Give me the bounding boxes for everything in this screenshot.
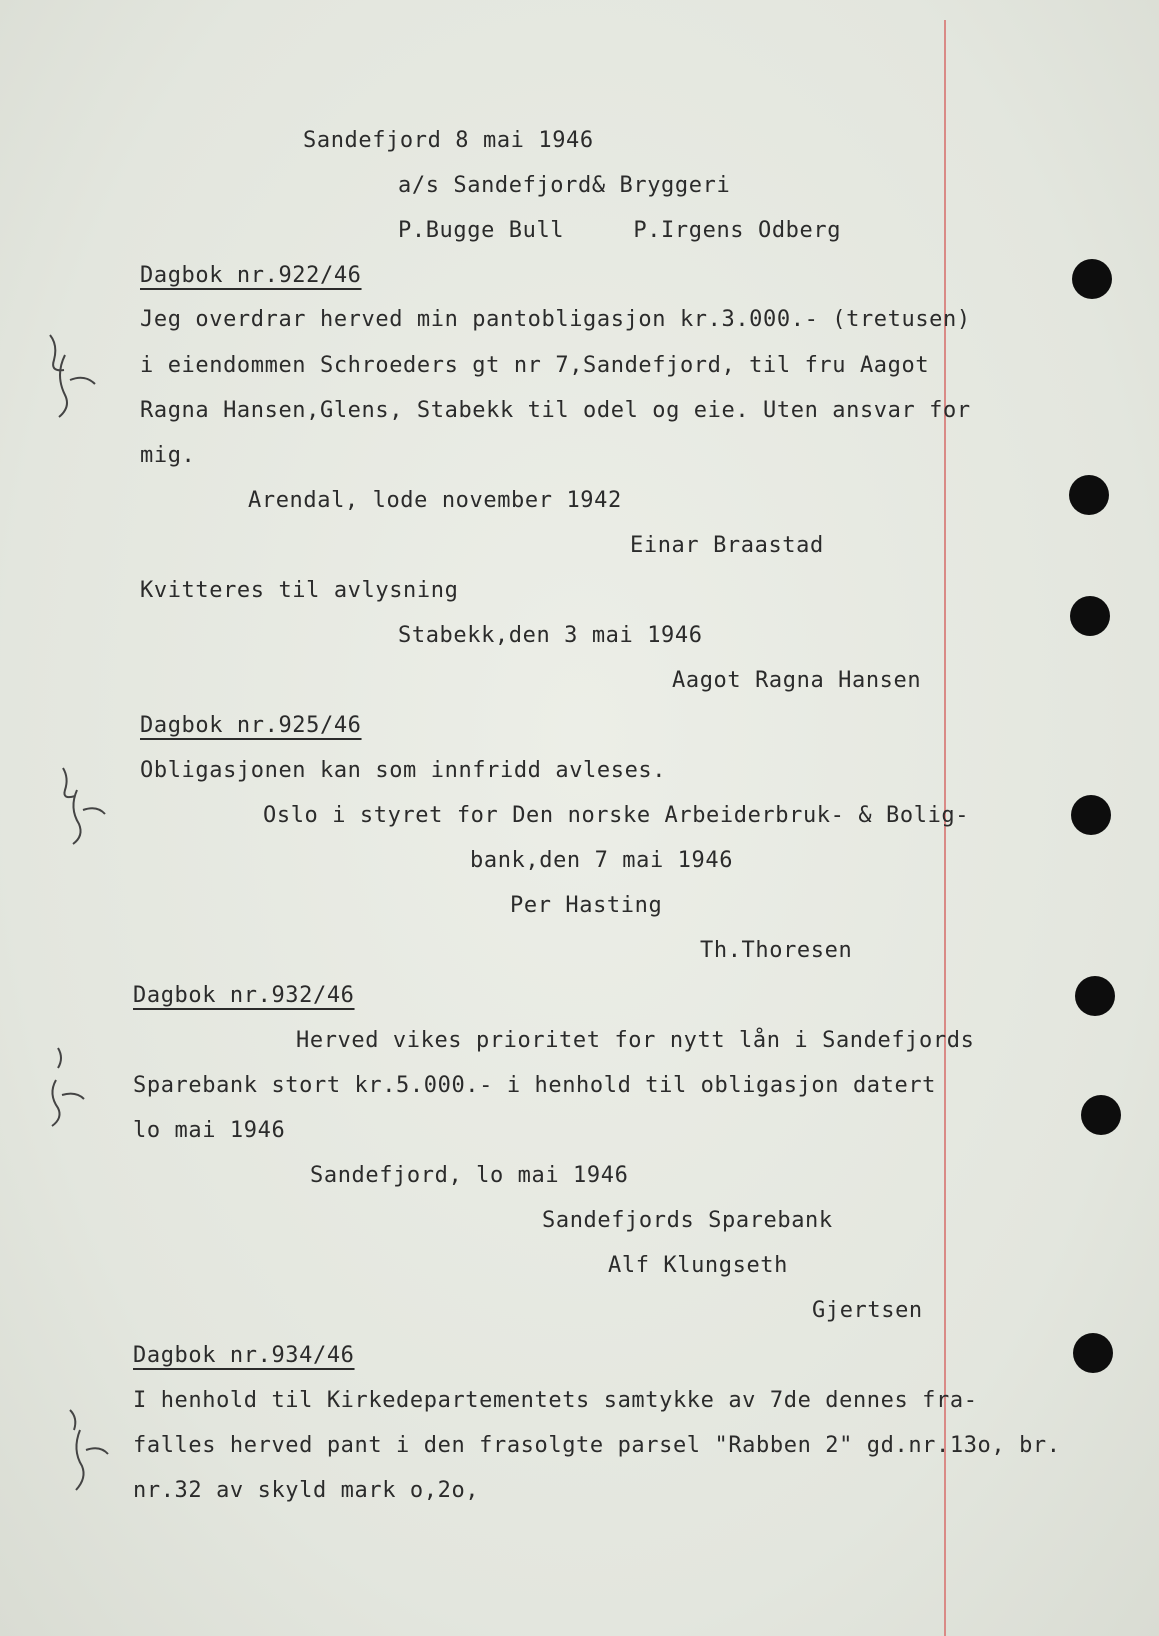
punch-hole: [1075, 976, 1115, 1016]
signature-name: Th.Thoresen: [700, 938, 853, 963]
handwritten-initials-mark: [60, 1400, 120, 1500]
signature-name: Aagot Ragna Hansen: [672, 668, 922, 693]
place-date-line: Arendal, lode november 1942: [248, 488, 622, 513]
place-date-line: bank,den 7 mai 1946: [470, 848, 734, 873]
entry-header: Dagbok nr.934/46: [133, 1343, 355, 1368]
signatories: P.Bugge Bull P.Irgens Odberg: [398, 218, 842, 243]
body-line: Sparebank stort kr.5.000.- i henhold til obligasjon datert: [133, 1073, 937, 1098]
punch-hole: [1081, 1095, 1121, 1135]
body-line: nr.32 av skyld mark o,2o,: [133, 1478, 480, 1503]
punch-hole: [1071, 795, 1111, 835]
body-line: i eiendommen Schroeders gt nr 7,Sandefjord, til fru Aagot: [140, 353, 930, 378]
entry-header: Dagbok nr.922/46: [140, 263, 362, 288]
punch-hole: [1069, 475, 1109, 515]
body-line: Ragna Hansen,Glens, Stabekk til odel og eie. Uten ansvar for: [140, 398, 971, 423]
body-line: Kvitteres til avlysning: [140, 578, 459, 603]
signature-name: Per Hasting: [510, 893, 663, 918]
punch-hole: [1070, 596, 1110, 636]
place-date-line: Stabekk,den 3 mai 1946: [398, 623, 703, 648]
body-line: mig.: [140, 443, 196, 468]
body-line: lo mai 1946: [133, 1118, 286, 1143]
punch-hole: [1073, 1333, 1113, 1373]
handwritten-initials-mark: [55, 760, 115, 850]
place-date-line: Sandefjord, lo mai 1946: [310, 1163, 629, 1188]
handwritten-initials-mark: [40, 325, 100, 425]
body-line: Obligasjonen kan som innfridd avleses.: [140, 758, 667, 783]
handwritten-initials-mark: [38, 1040, 98, 1130]
body-line: I henhold til Kirkedepartementets samtykke av 7de dennes fra-: [133, 1388, 978, 1413]
letter-place-date: Sandefjord 8 mai 1946: [303, 128, 594, 153]
signature-name: Sandefjords Sparebank: [542, 1208, 833, 1233]
company-name: a/s Sandefjord& Bryggeri: [398, 173, 731, 198]
signature-name: Alf Klungseth: [608, 1253, 788, 1278]
signature-name: Gjertsen: [812, 1298, 923, 1323]
punch-hole: [1072, 259, 1112, 299]
body-line: Oslo i styret for Den norske Arbeiderbruk- & Bolig-: [263, 803, 970, 828]
entry-header: Dagbok nr.932/46: [133, 983, 355, 1008]
body-line: falles herved pant i den frasolgte parsel "Rabben 2" gd.nr.13o, br.: [133, 1433, 1061, 1458]
signature-name: Einar Braastad: [630, 533, 824, 558]
body-line: Jeg overdrar herved min pantobligasjon kr.3.000.- (tretusen): [140, 307, 971, 332]
entry-header: Dagbok nr.925/46: [140, 713, 362, 738]
body-line: Herved vikes prioritet for nytt lån i Sandefjords: [296, 1028, 975, 1053]
